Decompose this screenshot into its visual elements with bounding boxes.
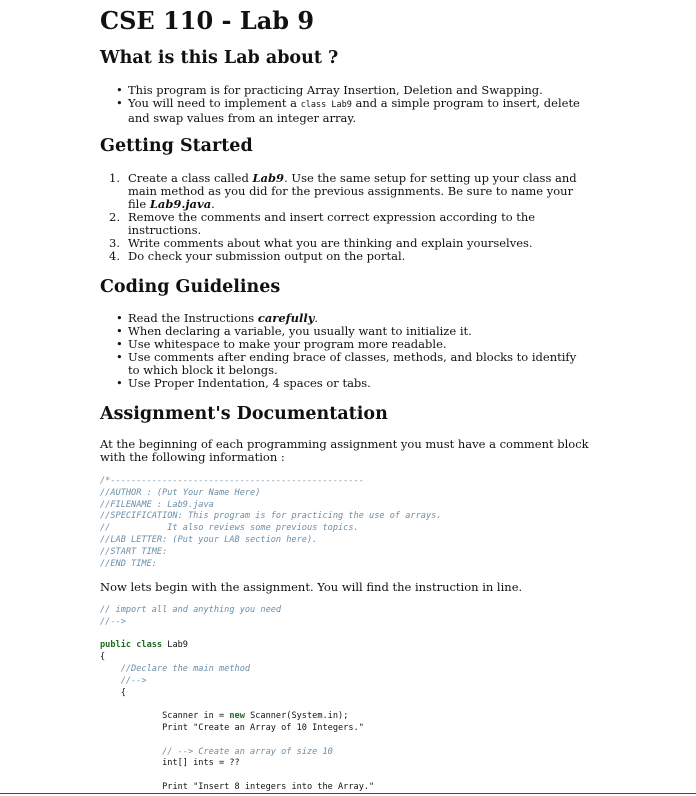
documentation-heading: Assignment's Documentation (100, 404, 388, 424)
guidelines-list (100, 312, 590, 390)
getting-started-heading: Getting Started (100, 136, 253, 156)
list-item: • Read the Instructions carefully. (100, 312, 590, 325)
list-item: • When declaring a variable, you usually want to initialize it. (100, 325, 590, 338)
list-item: 2. Remove the comments and insert correct expression according to the instructions. (109, 210, 536, 237)
code-block: // import all and anything you need //--> public class Lab9 { //Declare the main method //--> { Scanner in = new Scanner(System.in); Print "Create an Array of 10 Integers." // --> Create an array of size 10 int[] ints = ?? Print "Insert 8 integers into the Array." (100, 605, 375, 792)
begin-instructions: Now lets begin with the assignment. You will find the instruction in line. (100, 580, 523, 594)
list-item: • Use comments after ending brace of classes, methods, and blocks to identify to which block it belongs. (100, 351, 590, 377)
page-bottom-border (0, 793, 696, 794)
comment-block: /*------------------------------------------------- //AUTHOR : (Put Your Name Here) //FILENAME : Lab9.java //SPECIFICATION: This program is for practicing the use of arrays. // It also reviews some previous topics. //LAB LETTER: (Put your LAB section here). //START TIME: //END TIME: (100, 476, 442, 569)
list-item: • Use Proper Indentation, 4 spaces or tabs. (100, 377, 590, 390)
about-list (100, 84, 590, 125)
page-title: CSE 110 - Lab 9 (100, 6, 315, 35)
coding-guidelines-heading: Coding Guidelines (100, 277, 281, 297)
getting-started-list (100, 172, 590, 263)
about-heading: What is this Lab about ? (100, 48, 339, 68)
list-item: • This program is for practicing Array Insertion, Deletion and Swapping. (100, 84, 590, 97)
inline-code: class Lab9 (300, 100, 352, 110)
list-item: 4. Do check your submission output on the portal. (109, 249, 406, 263)
documentation-intro: At the beginning of each programming assignment you must have a comment block with the following information : (100, 437, 589, 464)
list-item: • You will need to implement a class Lab9 and a simple program to insert, delete and swap values from an integer array. (100, 97, 590, 125)
list-item: • Use whitespace to make your program more readable. (100, 338, 590, 351)
list-item: 1. Create a class called Lab9. Use the same setup for setting up your class and main method as you did for the previous assignments. Be sure to name your file Lab9.java. (109, 171, 577, 211)
list-item: 3. Write comments about what you are thinking and explain yourselves. (109, 236, 533, 250)
